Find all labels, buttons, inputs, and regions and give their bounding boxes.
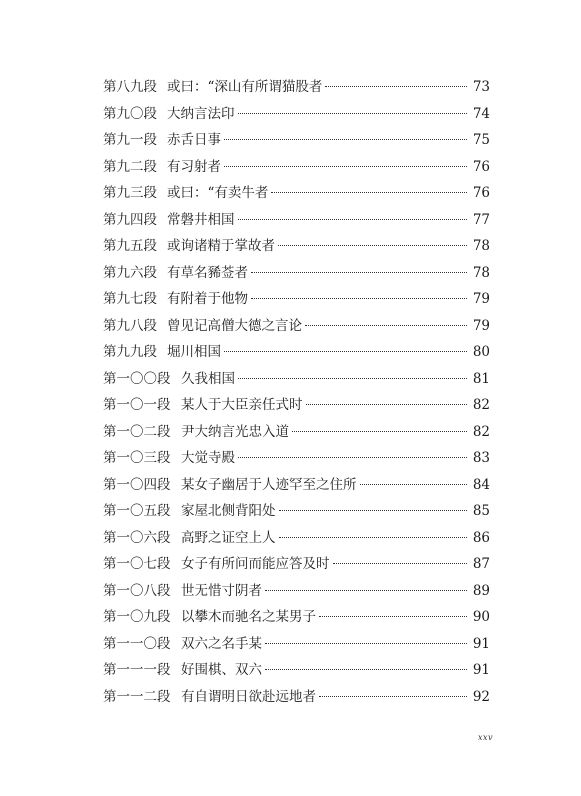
toc-dot-leader bbox=[319, 616, 467, 617]
toc-entry-title: 大觉寺殿 bbox=[181, 450, 235, 466]
toc-section-number: 第九一段 bbox=[103, 132, 157, 148]
toc-dot-leader bbox=[306, 404, 468, 405]
toc-dot-leader bbox=[238, 219, 468, 220]
page-folio: xxv bbox=[478, 733, 494, 742]
toc-entry-title: 某女子幽居于人迹罕至之住所 bbox=[181, 476, 357, 493]
toc-section-number: 第九九段 bbox=[103, 344, 157, 360]
toc-section-number: 第一〇〇段 bbox=[103, 370, 171, 387]
toc-page-number: 77 bbox=[472, 211, 490, 228]
toc-entry bbox=[103, 369, 490, 396]
toc-dot-leader bbox=[292, 431, 467, 432]
toc-dot-leader bbox=[224, 351, 467, 352]
toc-entry-title: 有习射者 bbox=[167, 158, 221, 175]
toc-entry-title: 大纳言法印 bbox=[167, 105, 235, 122]
toc-entry bbox=[103, 607, 490, 634]
toc-page-number: 85 bbox=[472, 503, 490, 519]
toc-entry-title: 曾见记高僧大德之言论 bbox=[167, 317, 302, 334]
toc-entry bbox=[103, 581, 490, 608]
toc-dot-leader bbox=[279, 510, 468, 511]
toc-page-number: 91 bbox=[472, 635, 490, 652]
toc-section-number: 第一〇八段 bbox=[103, 582, 171, 599]
toc-page-number: 78 bbox=[472, 238, 490, 254]
toc-dot-leader bbox=[278, 245, 467, 246]
toc-entry-title: 赤舌日事 bbox=[167, 132, 221, 148]
toc-dot-leader bbox=[251, 272, 467, 273]
toc-entry-title: 或曰：“有卖牛者 bbox=[167, 185, 269, 201]
toc-dot-leader bbox=[224, 166, 467, 167]
toc-section-number: 第一一二段 bbox=[103, 688, 171, 705]
toc-entry bbox=[103, 422, 490, 449]
toc-dot-leader bbox=[279, 537, 468, 538]
toc-entry-title: 女子有所问而能应答及时 bbox=[181, 556, 330, 572]
toc-page-number: 87 bbox=[472, 556, 490, 572]
toc-entry-title: 好围棋、双六 bbox=[181, 662, 262, 678]
toc-page-number: 73 bbox=[472, 79, 490, 95]
toc-page-number: 78 bbox=[472, 264, 490, 281]
toc-dot-leader bbox=[265, 669, 467, 670]
toc-section-number: 第一〇九段 bbox=[103, 609, 171, 625]
toc-dot-leader bbox=[360, 484, 468, 485]
toc-page-number: 79 bbox=[472, 291, 490, 307]
toc-entry bbox=[103, 634, 490, 661]
toc-entry bbox=[103, 316, 490, 343]
toc-entry bbox=[103, 687, 490, 714]
toc-page-number: 82 bbox=[472, 397, 490, 413]
toc-section-number: 第九三段 bbox=[103, 185, 157, 201]
toc-page-number: 83 bbox=[472, 450, 490, 466]
toc-section-number: 第九六段 bbox=[103, 264, 157, 281]
toc-dot-leader bbox=[224, 139, 467, 140]
toc-entry bbox=[103, 660, 490, 687]
toc-entry bbox=[103, 448, 490, 475]
toc-entry-title: 有附着于他物 bbox=[167, 291, 248, 307]
toc-entry bbox=[103, 528, 490, 555]
toc-dot-leader bbox=[251, 298, 467, 299]
toc-page-number: 91 bbox=[472, 662, 490, 678]
toc-dot-leader bbox=[305, 325, 467, 326]
toc-entry bbox=[103, 77, 490, 104]
toc-entry-title: 尹大纳言光忠入道 bbox=[181, 423, 289, 440]
toc-dot-leader bbox=[265, 643, 467, 644]
toc-section-number: 第一一〇段 bbox=[103, 635, 171, 652]
toc-dot-leader bbox=[238, 113, 468, 114]
toc-section-number: 第一〇五段 bbox=[103, 503, 171, 519]
toc-section-number: 第一〇七段 bbox=[103, 556, 171, 572]
toc-entry-title: 有自谓明日欲赴远地者 bbox=[181, 688, 316, 705]
toc-entry bbox=[103, 236, 490, 263]
toc-entry bbox=[103, 130, 490, 157]
toc-entry bbox=[103, 501, 490, 528]
toc-dot-leader bbox=[333, 563, 468, 564]
toc-entry-title: 堀川相国 bbox=[167, 344, 221, 360]
toc-section-number: 第九二段 bbox=[103, 158, 157, 175]
toc-entry bbox=[103, 104, 490, 131]
toc-entry-title: 家屋北侧背阳处 bbox=[181, 503, 276, 519]
toc-page-number: 74 bbox=[472, 105, 490, 122]
toc-dot-leader bbox=[271, 192, 467, 193]
toc-entry-title: 双六之名手某 bbox=[181, 635, 262, 652]
toc-page-number: 90 bbox=[472, 609, 490, 625]
toc-entry-title: 有草名豨莶者 bbox=[167, 264, 248, 281]
toc-dot-leader bbox=[319, 696, 467, 697]
toc-entry-title: 或询诸精于掌故者 bbox=[167, 238, 275, 254]
toc-section-number: 第一〇四段 bbox=[103, 476, 171, 493]
toc-section-number: 第九〇段 bbox=[103, 105, 157, 122]
toc-entry bbox=[103, 554, 490, 581]
toc-dot-leader bbox=[265, 590, 467, 591]
toc-entry bbox=[103, 342, 490, 369]
toc-page-number: 75 bbox=[472, 132, 490, 148]
toc-section-number: 第一〇三段 bbox=[103, 450, 171, 466]
toc-section-number: 第九四段 bbox=[103, 211, 157, 228]
toc-page-number: 86 bbox=[472, 529, 490, 546]
toc-section-number: 第九八段 bbox=[103, 317, 157, 334]
toc-entry-title: 高野之证空上人 bbox=[181, 529, 276, 546]
toc-page-number: 92 bbox=[472, 688, 490, 705]
toc-entry bbox=[103, 210, 490, 237]
toc-page-number: 76 bbox=[472, 158, 490, 175]
toc-entry bbox=[103, 183, 490, 210]
toc-page-number: 84 bbox=[472, 476, 490, 493]
toc-entry-title: 以攀木而驰名之某男子 bbox=[181, 609, 316, 625]
toc-entry-title: 久我相国 bbox=[181, 370, 235, 387]
toc-page-number: 89 bbox=[472, 582, 490, 599]
toc-section-number: 第八九段 bbox=[103, 79, 157, 95]
toc-page-number: 81 bbox=[472, 370, 490, 387]
toc-entry-title: 世无惜寸阴者 bbox=[181, 582, 262, 599]
toc-page-number: 82 bbox=[472, 423, 490, 440]
toc-entry-title: 或曰：“深山有所谓猫股者 bbox=[167, 79, 323, 95]
toc-entry bbox=[103, 263, 490, 290]
toc-page-number: 80 bbox=[472, 344, 490, 360]
toc-entry bbox=[103, 157, 490, 184]
toc-dot-leader bbox=[325, 86, 467, 87]
toc-dot-leader bbox=[238, 457, 467, 458]
toc-section-number: 第九七段 bbox=[103, 291, 157, 307]
toc-section-number: 第九五段 bbox=[103, 238, 157, 254]
toc-dot-leader bbox=[238, 378, 467, 379]
toc-entry-title: 常磐井相国 bbox=[167, 211, 235, 228]
toc-entry bbox=[103, 289, 490, 316]
toc-section-number: 第一一一段 bbox=[103, 662, 171, 678]
toc-section-number: 第一〇一段 bbox=[103, 397, 171, 413]
toc-section-number: 第一〇六段 bbox=[103, 529, 171, 546]
toc-entry-title: 某人于大臣亲任式时 bbox=[181, 397, 303, 413]
toc-page-number: 79 bbox=[472, 317, 490, 334]
toc-page-number: 76 bbox=[472, 185, 490, 201]
table-of-contents bbox=[103, 77, 490, 713]
toc-section-number: 第一〇二段 bbox=[103, 423, 171, 440]
toc-entry bbox=[103, 475, 490, 502]
toc-entry bbox=[103, 395, 490, 422]
